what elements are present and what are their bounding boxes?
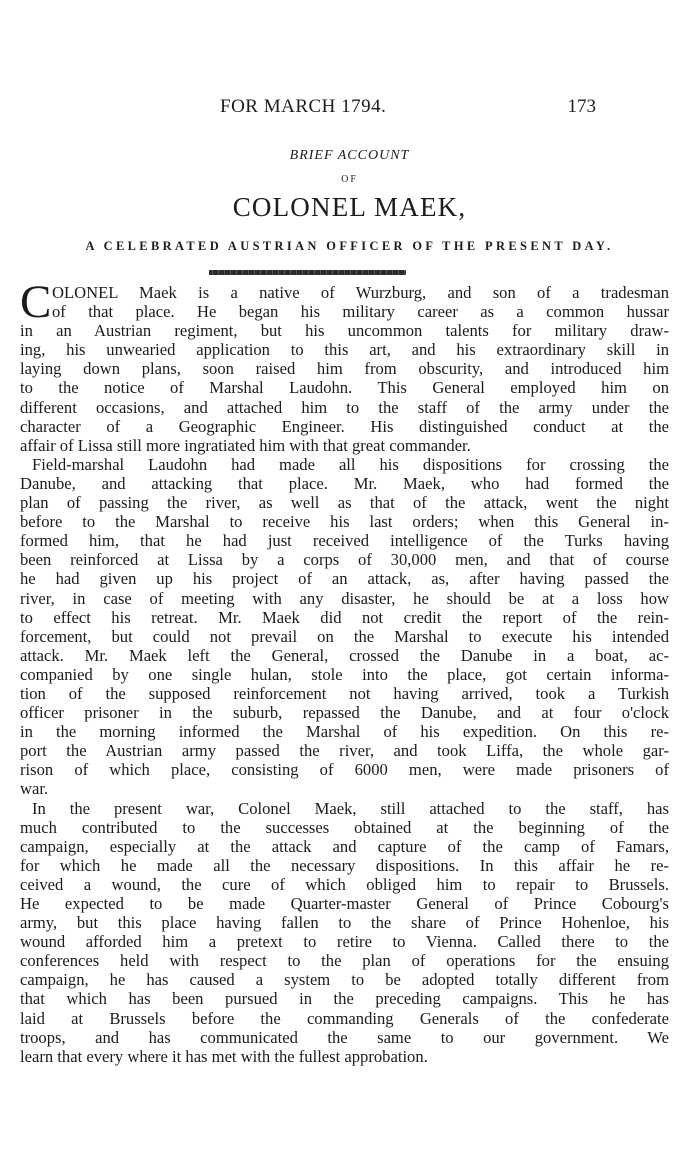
text-line: rison of which place, consisting of 6000 men, were made prisoners of [20,760,669,780]
running-title: FOR MARCH 1794. [220,96,387,117]
text-line: He expected to be made Quarter-master General of Prince Cobourg's [20,894,669,913]
running-head [0,96,699,124]
text-line: of that place. He began his military career as a common hussar [52,302,669,322]
text-line: ing, his unwearied application to this art, and his extraordinary skill in [20,340,669,360]
text-line: army, but this place having fallen to the share of Prince Hohenloe, his [20,913,669,933]
text-line: different occasions, and attached him to the staff of the army under the [20,397,669,417]
text-line: character of a Geographic Engineer. His distinguished conduct at the [20,416,669,436]
text-line: OLONEL Maek is a native of Wurzburg, and son of a tradesman [52,283,669,302]
text-line: troops, and has communicated the same to our government. We [20,1027,669,1047]
text-line: ceived a wound, the cure of which obliged him to repair to Brussels. [20,874,669,894]
text-line: formed him, that he had just received intelligence of the Turks having [20,531,669,551]
text-line: that which has been pursued in the preceding campaigns. This he has [20,989,669,1009]
article-title: COLONEL MAEK, [232,192,467,222]
article-body [20,276,669,1066]
text-line: affair of Lissa still more ingratiated him with that great commander. [20,435,471,455]
text-line: companied by one single hulan, stole into the place, got certain informa- [20,664,669,684]
text-line: forcement, but could not prevail on the Marshal to execute his intended [20,626,669,646]
brief-account-heading: BRIEF ACCOUNT [289,148,410,163]
text-line: in the morning informed the Marshal of his expedition. On this re- [20,722,669,742]
text-line: In the present war, Colonel Maek, still attached to the staff, has [32,798,669,818]
text-line: learn that every where it has met with the fullest approbation. [20,1046,428,1066]
text-line: river, in case of meeting with any disaster, he should be at a loss how [20,588,669,608]
text-line: Field-marshal Laudohn had made all his dispositions for crossing the [32,454,669,474]
text-line: wound afforded him a pretext to retire to Vienna. Called there to the [20,932,669,952]
text-line: to effect his retreat. Mr. Maek did not credit the report of the rein- [20,607,669,627]
text-line: attack. Mr. Maek left the General, crossed the Danube in a boat, ac- [20,645,669,665]
text-line: plan of passing the river, as well as that of the attack, went the night [20,493,669,513]
text-line: tion of the supposed reinforcement not having arrived, took a Turkish [20,683,669,703]
text-line: laying down plans, soon raised him from obscurity, and introduced him [20,359,669,379]
text-line: conferences held with respect to the plan of operations for the ensuing [20,951,669,971]
text-line: campaign, he has caused a system to be adopted totally different from [20,970,669,990]
drop-cap: C [20,276,52,328]
text-line: much contributed to the successes obtained at the beginning of the [20,817,669,837]
text-line: Danube, and attacking that place. Mr. Maek, who had formed the [20,473,669,493]
text-line: port the Austrian army passed the river, and took Liffa, the whole gar- [20,741,669,761]
text-line: campaign, especially at the attack and capture of the camp of Famars, [20,836,669,856]
text-line: he had given up his project of an attack, as, after having passed the [20,569,669,589]
text-line: war. [20,779,49,799]
of-word: OF [341,174,358,185]
text-line: to the notice of Marshal Laudohn. This General employed him on [20,378,669,398]
page-number: 173 [567,96,596,117]
ornamental-rule [209,270,406,275]
text-line: officer prisoner in the suburb, repassed the Danube, and at four o'clock [20,703,669,723]
text-line: laid at Brussels before the commanding Generals of the confederate [20,1008,669,1028]
text-line: for which he made all the necessary dispositions. In this affair he re- [20,855,669,875]
text-line: in an Austrian regiment, but his uncommon talents for military draw- [20,321,669,341]
article-subtitle: A CELEBRATED AUSTRIAN OFFICER OF THE PRESENT DAY. [85,239,614,253]
text-line: been reinforced at Lissa by a corps of 30,000 men, and that of course [20,550,669,570]
text-line: before to the Marshal to receive his last orders; when this General in- [20,512,669,532]
